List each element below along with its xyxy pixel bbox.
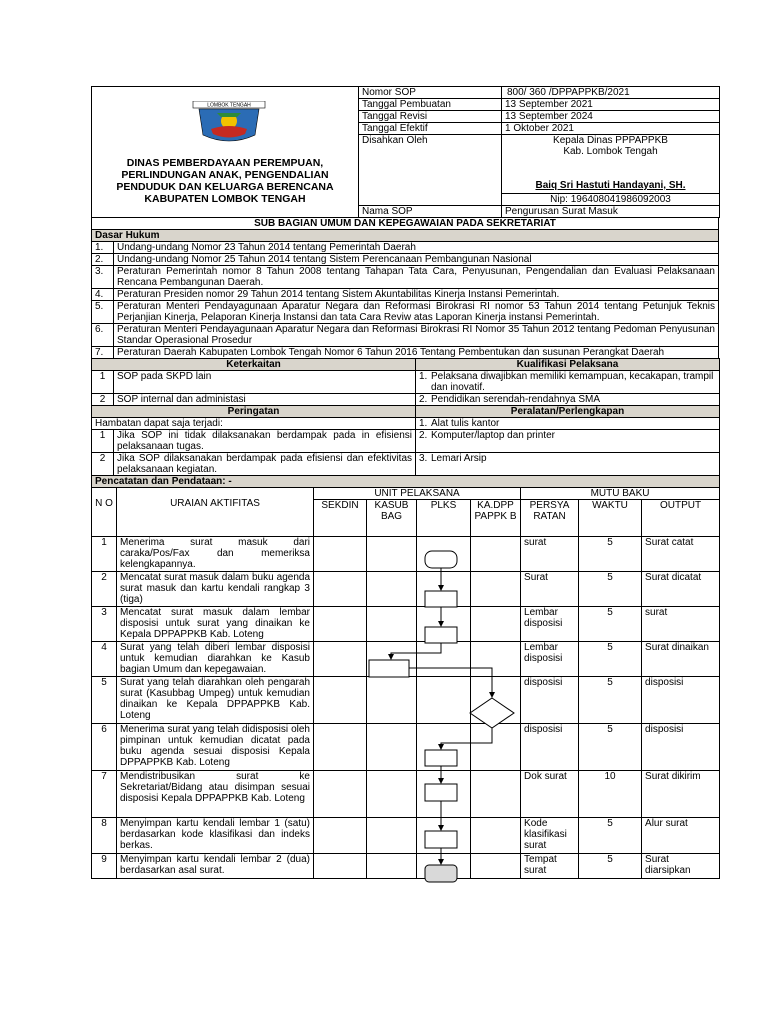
row-persyaratan: Surat bbox=[521, 572, 579, 607]
col-no: N O bbox=[92, 488, 117, 537]
row-output: Surat dinaikan bbox=[642, 642, 720, 677]
row-output: disposisi bbox=[642, 677, 720, 724]
lane-kasubbag bbox=[367, 771, 417, 818]
lane-plks bbox=[417, 818, 471, 854]
col-uraian: URAIAN AKTIFITAS bbox=[117, 488, 314, 537]
lane-kadpp bbox=[471, 607, 521, 642]
per-text: Jika SOP dilaksanakan berdampak pada efisiensi dan efektivitas pelaksanaan kegiatan. bbox=[114, 453, 416, 476]
per-text: Jika SOP ini tidak dilaksanakan berdampak pada in efisiensi pelaksanaan tugas. bbox=[114, 430, 416, 453]
row-waktu: 5 bbox=[579, 572, 642, 607]
lane-plks bbox=[417, 642, 471, 677]
signature-space bbox=[502, 160, 720, 180]
peralatan-item: 3. Lemari Arsip bbox=[416, 453, 720, 476]
table-row bbox=[92, 642, 720, 677]
lane-sekdin bbox=[314, 607, 367, 642]
nomor-value: 800/ 360 /DPPAPPKB/2021 bbox=[502, 87, 720, 99]
dh-text: Undang-undang Nomor 25 Tahun 2014 tentang Sistem Perencanaan Pembangunan Nasional bbox=[114, 254, 719, 266]
agency-name: DINAS PEMBERDAYAAN PEREMPUAN, PERLINDUNGAN ANAK, PENGENDALIAN PENDUDUK DAN KELUARGA BERENCANA KABUPATEN LOMBOK TENGAH bbox=[116, 157, 334, 205]
per-num: 1 bbox=[92, 430, 114, 453]
ket-text: SOP pada SKPD lain bbox=[114, 371, 416, 394]
lane-sekdin bbox=[314, 572, 367, 607]
peralatan-item: 1. Alat tulis kantor bbox=[416, 418, 720, 430]
row-persyaratan: Kode klasifikasi surat bbox=[521, 818, 579, 854]
lane-kadpp bbox=[471, 677, 521, 724]
dh-num: 7. bbox=[92, 347, 114, 359]
procedure-table bbox=[91, 487, 720, 879]
lane-kadpp bbox=[471, 818, 521, 854]
row-output: Alur surat bbox=[642, 818, 720, 854]
row-persyaratan: Lembar disposisi bbox=[521, 642, 579, 677]
lane-kadpp bbox=[471, 537, 521, 572]
lane-kadpp bbox=[471, 724, 521, 771]
lane-kasubbag bbox=[367, 537, 417, 572]
table-row bbox=[92, 537, 720, 572]
lane-kadpp bbox=[471, 854, 521, 879]
nama-sop-value: Pengurusan Surat Masuk bbox=[502, 206, 720, 218]
agency-cell bbox=[92, 87, 359, 218]
col-mutu-baku: MUTU BAKU bbox=[521, 488, 720, 500]
table-row bbox=[92, 572, 720, 607]
lane-plks bbox=[417, 771, 471, 818]
dasar-hukum-title: Dasar Hukum bbox=[92, 230, 719, 242]
lane-sekdin bbox=[314, 642, 367, 677]
row-no: 8 bbox=[92, 818, 117, 854]
nama-sop-label: Nama SOP bbox=[359, 206, 502, 218]
row-waktu: 5 bbox=[579, 818, 642, 854]
keterkaitan-title: Keterkaitan bbox=[92, 359, 416, 371]
lane-plks bbox=[417, 854, 471, 879]
row-no: 1 bbox=[92, 537, 117, 572]
peringatan-intro: Hambatan dapat saja terjadi: bbox=[92, 418, 416, 430]
row-no: 4 bbox=[92, 642, 117, 677]
row-waktu: 5 bbox=[579, 854, 642, 879]
ket-text: SOP internal dan administasi bbox=[114, 394, 416, 406]
procedure-area bbox=[91, 487, 719, 879]
row-waktu: 5 bbox=[579, 537, 642, 572]
efektif-value: 1 Oktober 2021 bbox=[502, 123, 720, 135]
lane-plks bbox=[417, 677, 471, 724]
info-table bbox=[91, 358, 720, 488]
table-row bbox=[92, 607, 720, 642]
row-no: 7 bbox=[92, 771, 117, 818]
lane-sekdin bbox=[314, 677, 367, 724]
lane-sekdin bbox=[314, 771, 367, 818]
row-persyaratan: surat bbox=[521, 537, 579, 572]
lane-plks bbox=[417, 724, 471, 771]
row-waktu: 5 bbox=[579, 724, 642, 771]
row-uraian: Menyimpan kartu kendali lembar 2 (dua) berdasarkan asal surat. bbox=[117, 854, 314, 879]
dh-text: Peraturan Presiden nomor 29 Tahun 2014 tentang Sistem Akuntabilitas Kinerja Instansi Pemerintah. bbox=[114, 289, 719, 301]
row-output: Surat catat bbox=[642, 537, 720, 572]
row-output: Surat dicatat bbox=[642, 572, 720, 607]
dh-num: 3. bbox=[92, 266, 114, 289]
table-row bbox=[92, 771, 720, 818]
row-persyaratan: Dok surat bbox=[521, 771, 579, 818]
lane-plks bbox=[417, 607, 471, 642]
agency-logo bbox=[189, 101, 269, 145]
row-waktu: 5 bbox=[579, 642, 642, 677]
row-waktu: 5 bbox=[579, 607, 642, 642]
row-persyaratan: Lembar disposisi bbox=[521, 607, 579, 642]
row-persyaratan: disposisi bbox=[521, 677, 579, 724]
row-waktu: 5 bbox=[579, 677, 642, 724]
row-uraian: Menerima surat masuk dari caraka/Pos/Fax dan memeriksa kelengkapannya. bbox=[117, 537, 314, 572]
kual-item: 1. Pelaksana diwajibkan memiliki kemampuan, kecakapan, trampil dan inovatif. bbox=[416, 371, 720, 394]
disahkan-approver: Kepala Dinas PPPAPPKB Kab. Lombok Tengah bbox=[502, 135, 720, 161]
row-uraian: Surat yang telah diberi lembar disposisi untuk kemudian diarahkan ke Kasub bagian Umum dan kepegawaian. bbox=[117, 642, 314, 677]
pembuatan-label: Tanggal Pembuatan bbox=[359, 99, 502, 111]
dh-text: Undang-undang Nomor 23 Tahun 2014 tentang Pemerintah Daerah bbox=[114, 242, 719, 254]
pencatatan-title: Pencatatan dan Pendataan: - bbox=[92, 476, 720, 488]
table-row bbox=[92, 818, 720, 854]
dh-num: 5. bbox=[92, 301, 114, 324]
col-plks: PLKS bbox=[417, 500, 471, 537]
col-unit-pelaksana: UNIT PELAKSANA bbox=[314, 488, 521, 500]
row-output: surat bbox=[642, 607, 720, 642]
dh-text: Peraturan Daerah Kabupaten Lombok Tengah Nomor 6 Tahun 2016 Tentang Pembentukan dan susunan Perangkat Daerah bbox=[114, 347, 719, 359]
ket-num: 2 bbox=[92, 394, 114, 406]
row-uraian: Menerima surat yang telah didisposisi oleh pimpinan untuk kemudian dicatat pada buku agenda sesuai disposisi Kepala DPPAPPKB Kab. Loteng bbox=[117, 724, 314, 771]
col-kasubbag: KASUB BAG bbox=[367, 500, 417, 537]
lane-kasubbag bbox=[367, 677, 417, 724]
col-waktu: WAKTU bbox=[579, 500, 642, 537]
lane-kasubbag bbox=[367, 818, 417, 854]
lane-kadpp bbox=[471, 771, 521, 818]
row-uraian: Mendistribusikan surat ke Sekretariat/Bidang atau disimpan sesuai disposisi Kepala DPPAPPKB Kab. Loteng bbox=[117, 771, 314, 818]
row-persyaratan: disposisi bbox=[521, 724, 579, 771]
dh-text: Peraturan Pemerintah nomor 8 Tahun 2008 tentang Tahapan Tata Cara, Penyusunan, Pengendalian dan Evaluasi Pelaksanaan Rencana Pembangunan Daerah. bbox=[114, 266, 719, 289]
lane-kadpp bbox=[471, 642, 521, 677]
dh-text: Peraturan Menteri Pendayagunaan Aparatur Negara dan Reformasi Birokrasi RI nomor 53 Tahun 2014 tentang Petunjuk Teknis Perjanjian Kinerja, Pelaporan Kinerja Instansi dan tata Cara Reviw atas Laporan Kinerja instansi Pemerintah. bbox=[114, 301, 719, 324]
lane-sekdin bbox=[314, 818, 367, 854]
dh-num: 6. bbox=[92, 324, 114, 347]
row-no: 3 bbox=[92, 607, 117, 642]
col-kadpp: KA.DPP PAPPK B bbox=[471, 500, 521, 537]
table-row bbox=[92, 854, 720, 879]
row-output: Surat dikirim bbox=[642, 771, 720, 818]
revisi-label: Tanggal Revisi bbox=[359, 111, 502, 123]
signer-nip: Nip: 196408041986092003 bbox=[502, 194, 720, 206]
lane-plks bbox=[417, 572, 471, 607]
row-no: 5 bbox=[92, 677, 117, 724]
row-persyaratan: Tempat surat bbox=[521, 854, 579, 879]
nomor-label: Nomor SOP bbox=[359, 87, 502, 99]
row-uraian: Surat yang telah diarahkan oleh pengarah surat (Kasubbag Umpeg) untuk kemudian dinaikan ke Kepala DPPAPPKB Kab. Loteng bbox=[117, 677, 314, 724]
per-num: 2 bbox=[92, 453, 114, 476]
row-output: disposisi bbox=[642, 724, 720, 771]
dh-num: 2. bbox=[92, 254, 114, 266]
sop-header-table bbox=[91, 86, 720, 218]
lane-plks bbox=[417, 537, 471, 572]
lane-kasubbag bbox=[367, 724, 417, 771]
peralatan-title: Peralatan/Perlengkapan bbox=[416, 406, 720, 418]
section-title: SUB BAGIAN UMUM DAN KEPEGAWAIAN PADA SEKRETARIAT bbox=[92, 218, 719, 230]
lane-sekdin bbox=[314, 854, 367, 879]
row-uraian: Mencatat surat masuk dalam buku agenda surat masuk dan kartu kendali rangkap 3 (tiga) bbox=[117, 572, 314, 607]
dasar-hukum-table bbox=[91, 217, 719, 359]
lane-sekdin bbox=[314, 724, 367, 771]
dh-text: Peraturan Menteri Pendayagunaan Aparatur Negara dan Reformasi Birokrasi RI Nomor 35 Tahun 2012 tentang Pedoman Penyusunan Standar Operasional Prosedur bbox=[114, 324, 719, 347]
col-persyaratan: PERSYA RATAN bbox=[521, 500, 579, 537]
disahkan-label: Disahkan Oleh bbox=[359, 135, 502, 206]
row-no: 9 bbox=[92, 854, 117, 879]
signer-name: Baiq Sri Hastuti Handayani, SH. bbox=[502, 180, 720, 194]
row-waktu: 10 bbox=[579, 771, 642, 818]
svg-text:LOMBOK TENGAH: LOMBOK TENGAH bbox=[207, 102, 251, 109]
lane-kadpp bbox=[471, 572, 521, 607]
row-uraian: Menyimpan kartu kendali lembar 1 (satu) berdasarkan kode klasifikasi dan indeks berkas. bbox=[117, 818, 314, 854]
ket-num: 1 bbox=[92, 371, 114, 394]
dh-num: 1. bbox=[92, 242, 114, 254]
row-no: 2 bbox=[92, 572, 117, 607]
lane-kasubbag bbox=[367, 572, 417, 607]
row-uraian: Mencatat surat masuk dalam lembar disposisi untuk surat yang dinaikan ke Kepala DPPAPPKB Kab. Loteng bbox=[117, 607, 314, 642]
kual-item: 2. Pendidikan serendah-rendahnya SMA bbox=[416, 394, 720, 406]
peringatan-title: Peringatan bbox=[92, 406, 416, 418]
revisi-value: 13 September 2024 bbox=[502, 111, 720, 123]
table-row bbox=[92, 724, 720, 771]
col-sekdin: SEKDIN bbox=[314, 500, 367, 537]
sop-document bbox=[91, 86, 719, 879]
col-output: OUTPUT bbox=[642, 500, 720, 537]
lane-kasubbag bbox=[367, 607, 417, 642]
lane-kasubbag bbox=[367, 642, 417, 677]
row-output: Surat diarsipkan bbox=[642, 854, 720, 879]
lane-kasubbag bbox=[367, 854, 417, 879]
row-no: 6 bbox=[92, 724, 117, 771]
pembuatan-value: 13 September 2021 bbox=[502, 99, 720, 111]
peralatan-item: 2. Komputer/laptop dan printer bbox=[416, 430, 720, 453]
table-row bbox=[92, 677, 720, 724]
efektif-label: Tanggal Efektif bbox=[359, 123, 502, 135]
kualifikasi-title: Kualifikasi Pelaksana bbox=[416, 359, 720, 371]
lane-sekdin bbox=[314, 537, 367, 572]
dh-num: 4. bbox=[92, 289, 114, 301]
